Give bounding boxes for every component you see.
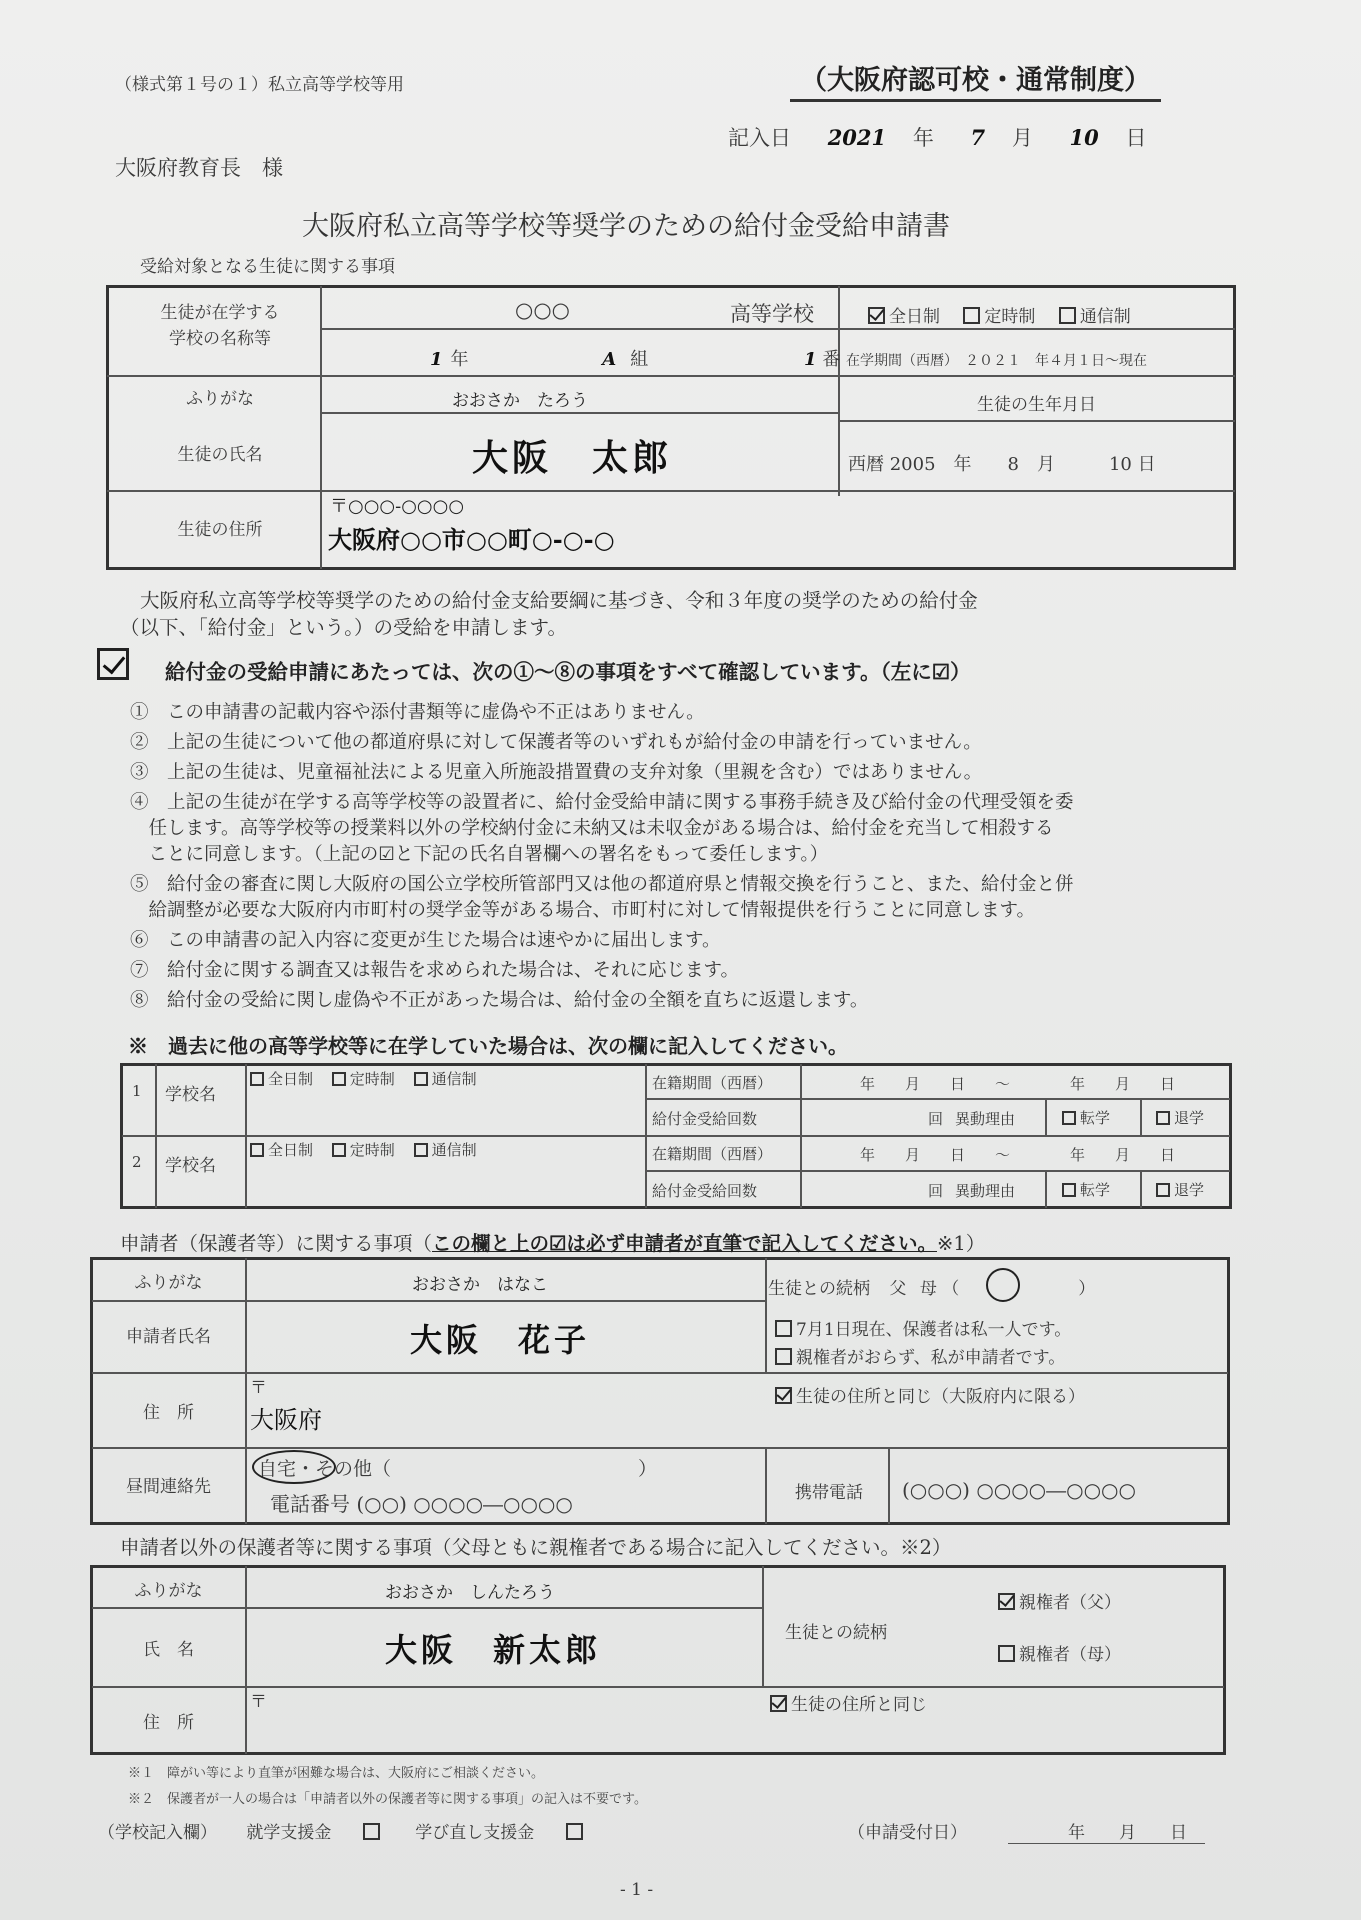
- guardian-heading: 申請者以外の保護者等に関する事項（父母ともに親権者である場合に記入してください。※2）: [120, 1536, 952, 1559]
- past-reason-label: 異動理由: [955, 1110, 1016, 1128]
- transfer-checkbox[interactable]: [1062, 1183, 1076, 1197]
- school-use-row: （学校記入欄） 就学支援金 学び直し支援金: [98, 1818, 587, 1843]
- school-suffix: 高等学校: [730, 302, 814, 326]
- confirm-item: ⑥ この申請書の記入内容に変更が生じた場合は速やかに届出します。: [130, 930, 721, 951]
- past-withdraw: 退学: [1156, 1107, 1204, 1128]
- past-reason-label: 異動理由: [955, 1182, 1016, 1200]
- past-count-label: 給付金受給回数: [652, 1110, 758, 1128]
- contact-label: 昼間連絡先: [126, 1477, 211, 1497]
- confirm-item: ⑦ 給付金に関する調査又は報告を求められた場合は、それに応じます。: [130, 960, 740, 981]
- student-name-label: 生徒の氏名: [177, 445, 263, 465]
- confirm-item: ⑤ 給付金の審査に関し大阪府の国公立学校所管部門又は他の都道府県と情報交換を行うこと、また、給付金と併: [130, 874, 1074, 895]
- past-note: ※ 過去に他の高等学校等に在学していた場合は、次の欄に記入してください。: [128, 1034, 848, 1058]
- received-label: （申請受付日）: [848, 1823, 967, 1843]
- guardian-name-label: 氏 名: [143, 1640, 194, 1660]
- guardian-relation-label: 生徒との続柄: [785, 1623, 887, 1643]
- guardian-furigana-label: ふりがな: [134, 1581, 203, 1601]
- past-period-blank: 年 月 日 ～ 年 月 日: [860, 1146, 1176, 1164]
- withdraw-checkbox[interactable]: [1156, 1183, 1170, 1197]
- addressee: 大阪府教育長 様: [115, 156, 283, 180]
- past-period-blank: 年 月 日 ～ 年 月 日: [860, 1075, 1176, 1093]
- form-title: 大阪府私立高等学校等奨学のための給付金受給申請書: [302, 211, 950, 242]
- confirm-item: 給調整が必要な大阪府内市町村の奨学金等がある場合、市町村に対して情報提供を行うことに同意します。: [130, 900, 1036, 921]
- applicant-furigana-label: ふりがな: [134, 1273, 203, 1293]
- transfer-checkbox[interactable]: [1062, 1111, 1076, 1125]
- guardian-mother-option: 親権者（母）: [998, 1640, 1121, 1665]
- past-school-types: 全日制 定時制 通信制: [250, 1139, 477, 1160]
- guardian-same-address-checkbox[interactable]: [770, 1695, 787, 1712]
- grade-class-number: 1 年 A 組 1 番: [430, 349, 841, 370]
- custodian-mother-checkbox[interactable]: [998, 1645, 1015, 1662]
- student-furigana-label: ふりがな: [186, 389, 254, 409]
- school-support-checkbox[interactable]: [363, 1823, 380, 1840]
- guardian-postal: 〒: [250, 1692, 267, 1712]
- confirm-checkbox[interactable]: [97, 648, 129, 680]
- confirm-item: ことに同意します。（上記の☑と下記の氏名自署欄への署名をもって委任します。）: [130, 844, 829, 865]
- enrollment-period: 在学期間（西暦） ２０２１ 年４月１日～現在: [846, 353, 1147, 369]
- past-correspondence-checkbox[interactable]: [414, 1143, 428, 1157]
- parttime-checkbox[interactable]: [963, 307, 980, 324]
- student-name: 大阪 太郎: [472, 437, 673, 479]
- withdraw-checkbox[interactable]: [1156, 1111, 1170, 1125]
- student-section-title: 受給対象となる生徒に関する事項: [140, 257, 395, 277]
- past-period-label: 在籍期間（西暦）: [652, 1145, 773, 1163]
- student-address: 大阪府○○市○○町○-○-○: [328, 525, 615, 554]
- past-period-label: 在籍期間（西暦）: [652, 1074, 773, 1092]
- applicant-same-address: 生徒の住所と同じ（大阪府内に限る）: [775, 1382, 1085, 1407]
- guardian-name: 大阪 新太郎: [385, 1631, 602, 1669]
- confirm-item: ④ 上記の生徒が在学する高等学校等の設置者に、給付金受給申請に関する事務手続き及び給付金の代理受領を委: [130, 792, 1074, 813]
- applicant-relation: 生徒との続柄 父 母 （ ）: [768, 1279, 1096, 1299]
- past-row-number: 1: [132, 1082, 142, 1100]
- form-number: （様式第１号の１）私立高等学校等用: [115, 75, 404, 95]
- correspondence-checkbox[interactable]: [1059, 307, 1076, 324]
- past-correspondence-checkbox[interactable]: [414, 1072, 428, 1086]
- past-fulltime-checkbox[interactable]: [250, 1143, 264, 1157]
- dob-label: 生徒の生年月日: [977, 395, 1096, 415]
- applicant-address: 大阪府: [250, 1406, 322, 1434]
- mobile-label: 携帯電話: [795, 1483, 863, 1503]
- applicant-postal: 〒: [250, 1378, 267, 1398]
- past-school-types: 全日制 定時制 通信制: [250, 1068, 477, 1089]
- confirm-item: ③ 上記の生徒は、児童福祉法による児童入所施設措置費の支弁対象（里親を含む）ではありません。: [130, 762, 983, 783]
- confirm-item: ② 上記の生徒について他の都道府県に対して保護者等のいずれもが給付金の申請を行っていません。: [130, 732, 982, 753]
- contact-phone: 電話番号 (○○) ○○○○―○○○○: [270, 1492, 573, 1516]
- applicant-option2: 親権者がおらず、私が申請者です。: [775, 1343, 1065, 1368]
- home-circle-mark: [252, 1450, 336, 1484]
- page-number: - 1 -: [620, 1880, 654, 1900]
- guardian-father-option: 親権者（父）: [998, 1588, 1121, 1613]
- student-dob: 西暦 2005 年 8 月 10 日: [848, 454, 1156, 475]
- past-count-unit: 回: [928, 1182, 944, 1200]
- past-count-label: 給付金受給回数: [652, 1182, 758, 1200]
- received-date: 年 月 日: [1008, 1818, 1205, 1844]
- past-parttime-checkbox[interactable]: [332, 1143, 346, 1157]
- sole-guardian-checkbox[interactable]: [775, 1320, 792, 1337]
- guardian-address-label: 住 所: [143, 1713, 194, 1733]
- intro-line2: （以下、「給付金」という。）の受給を申請します。: [120, 616, 567, 639]
- confirm-item: ⑧ 給付金の受給に関し虚偽や不正があった場合は、給付金の全額を直ちに返還します。: [130, 990, 869, 1011]
- past-fulltime-checkbox[interactable]: [250, 1072, 264, 1086]
- student-postal: 〒○○○-○○○○: [330, 496, 465, 517]
- guardian-same-address: 生徒の住所と同じ: [770, 1690, 927, 1715]
- school-label: 生徒が在学する 学校の名称等: [160, 303, 280, 349]
- confirm-item: ① この申請書の記載内容や添付書類等に虚偽や不正はありません。: [130, 702, 705, 723]
- mobile-number: (○○○) ○○○○―○○○○: [902, 1478, 1136, 1502]
- applicant-furigana: おおさか はなこ: [412, 1275, 548, 1295]
- applicant-name: 大阪 花子: [410, 1321, 591, 1359]
- footnote-2: ※２ 保護者が一人の場合は「申請者以外の保護者等に関する事項」の記入は不要です。: [128, 1792, 647, 1807]
- guardian-furigana: おおさか しんたろう: [385, 1583, 555, 1603]
- footnote-1: ※１ 障がい等により直筆が困難な場合は、大阪府にご相談ください。: [128, 1766, 545, 1781]
- applicant-name-label: 申請者氏名: [126, 1327, 211, 1347]
- student-address-label: 生徒の住所: [177, 520, 263, 540]
- intro-line1: 大阪府私立高等学校等奨学のための給付金支給要綱に基づき、令和３年度の奨学のための給付金: [140, 589, 978, 612]
- contact-type: 自宅・その他（ ）: [258, 1458, 658, 1480]
- confirm-item: 任します。高等学校等の授業料以外の学校納付金に未納又は未収金がある場合は、給付金を充当して相殺する: [130, 818, 1054, 839]
- past-parttime-checkbox[interactable]: [332, 1072, 346, 1086]
- mother-circle-mark: [986, 1268, 1020, 1302]
- school-name: ○○○: [515, 298, 570, 322]
- past-transfer: 転学: [1062, 1107, 1110, 1128]
- applicant-heading: 申請者（保護者等）に関する事項（この欄と上の☑は必ず申請者が直筆で記入してください。※1）: [120, 1232, 986, 1255]
- past-count-unit: 回: [928, 1110, 944, 1128]
- custodian-father-checkbox[interactable]: [998, 1593, 1015, 1610]
- fill-date: 記入日 2021 年 7 月 10 日: [728, 125, 1147, 150]
- fulltime-checkbox[interactable]: [868, 307, 885, 324]
- past-school-label: 学校名: [165, 1156, 216, 1176]
- form-badge: （大阪府認可校・通常制度）: [790, 58, 1161, 102]
- past-row-number: 2: [132, 1153, 142, 1171]
- student-furigana: おおさか たろう: [452, 391, 588, 411]
- past-withdraw: 退学: [1156, 1179, 1204, 1200]
- past-school-label: 学校名: [165, 1085, 216, 1105]
- relearning-support-checkbox[interactable]: [566, 1823, 583, 1840]
- applicant-address-label: 住 所: [143, 1403, 194, 1423]
- no-custodian-checkbox[interactable]: [775, 1348, 792, 1365]
- same-address-checkbox[interactable]: [775, 1387, 792, 1404]
- applicant-option1: 7月1日現在、保護者は私一人です。: [775, 1315, 1071, 1340]
- past-transfer: 転学: [1062, 1179, 1110, 1200]
- confirm-heading: 給付金の受給申請にあたっては、次の①～⑧の事項をすべて確認しています。（左に☑）: [165, 660, 971, 684]
- school-type: 全日制 定時制 通信制: [868, 302, 1131, 327]
